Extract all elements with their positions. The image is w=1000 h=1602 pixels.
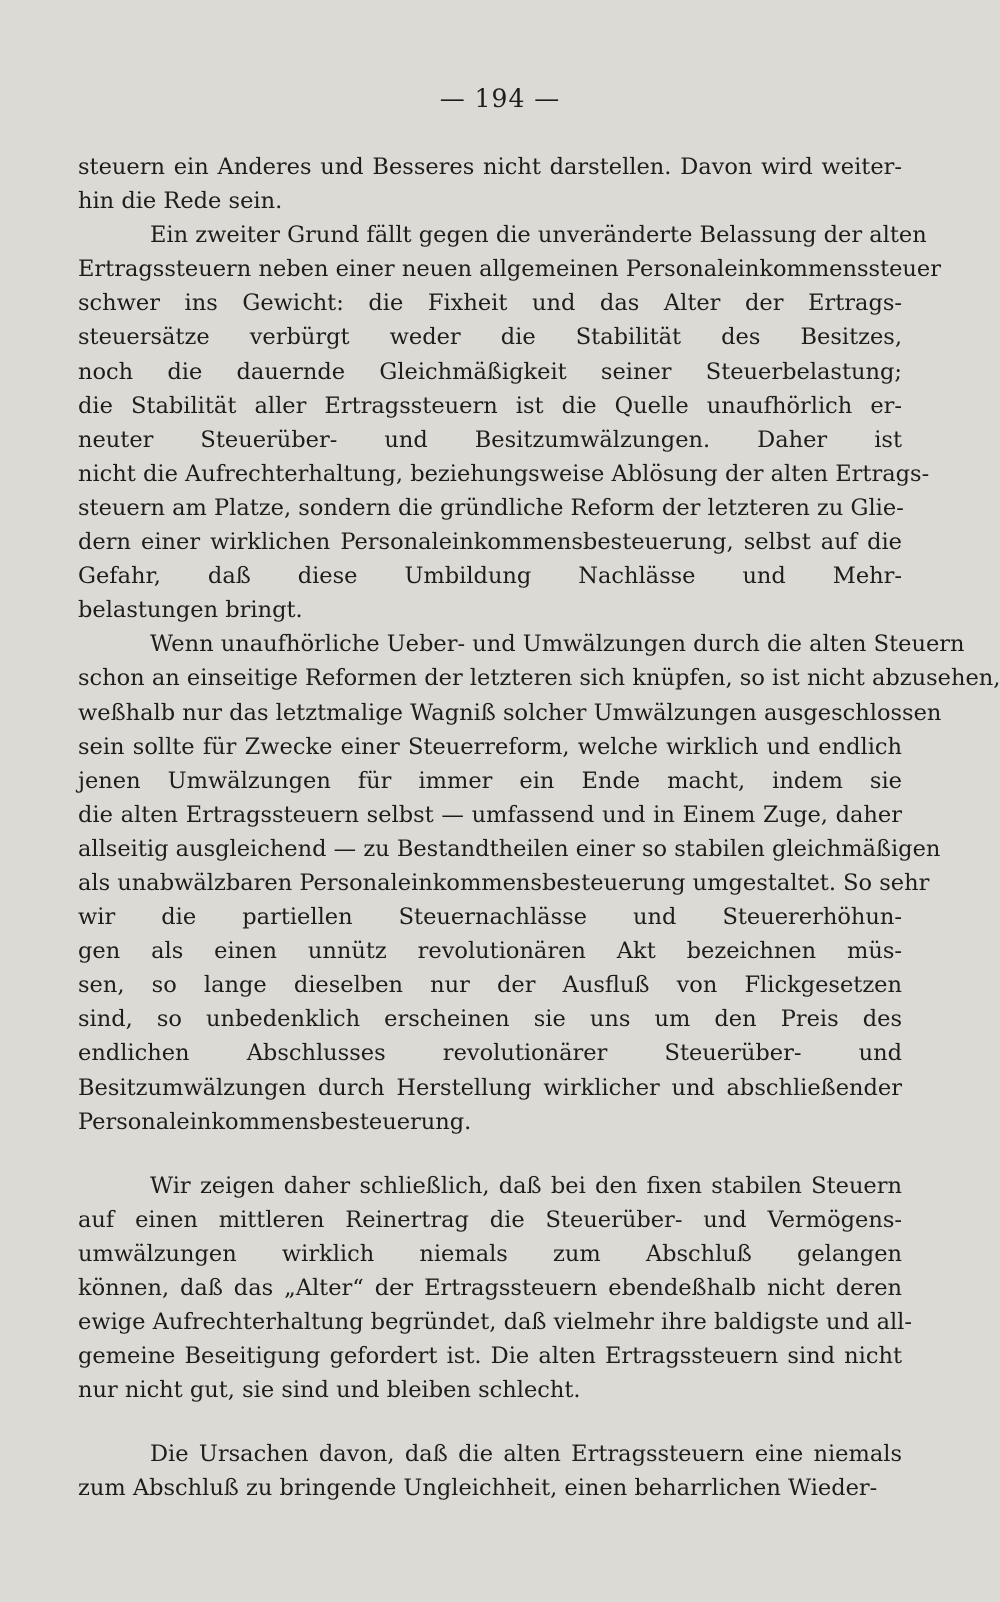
text-line: Wenn unaufhörliche Ueber- und Umwälzungen durch die alten Steuern (150, 631, 965, 658)
text-line: steuern ein Anderes und Besseres nicht darstellen. Davon wird weiter- (78, 154, 902, 180)
text-line: gemeine Beseitigung gefordert ist. Die alten Ertragssteuern sind nicht (78, 1343, 902, 1370)
page-number: — 194 — (439, 84, 561, 113)
paragraph-gap (78, 1407, 902, 1437)
text-line: schwer ins Gewicht: die Fixheit und das Alter der Ertrags- (78, 290, 902, 317)
text-line: steuern am Platze, sondern die gründliche Reform der letzteren zu Glie- (78, 494, 904, 521)
paragraph-gap (78, 1139, 902, 1169)
text-line: Die Ursachen davon, daß die alten Ertragssteuern eine niemals (150, 1441, 902, 1468)
text-line: gen als einen unnütz revolutionären Akt bezeichnen müs- (78, 938, 902, 965)
text-line: weßhalb nur das letztmalige Wagniß solcher Umwälzungen ausgeschlossen (78, 699, 942, 726)
text-line: sein sollte für Zwecke einer Steuerreform, welche wirklich und endlich (78, 733, 902, 760)
text-line: steuersätze verbürgt weder die Stabilität des Besitzes, (78, 324, 902, 351)
text-line: sind, so unbedenklich erscheinen sie uns um den Preis des (78, 1006, 902, 1033)
text-line: Ertragssteuern neben einer neuen allgemeinen Personaleinkommenssteuer (78, 256, 941, 283)
text-line: zum Abschluß zu bringende Ungleichheit, einen beharrlichen Wieder- (78, 1475, 878, 1502)
text-line: jenen Umwälzungen für immer ein Ende macht, indem sie (78, 767, 902, 794)
text-line: hin die Rede sein. (78, 188, 283, 215)
text-line: schon an einseitige Reformen der letzteren sich knüpfen, so ist nicht abzusehen, (78, 665, 1000, 692)
text-line: umwälzungen wirklich niemals zum Abschluß gelangen (78, 1240, 902, 1267)
text-line: neuter Steuerüber- und Besitzumwälzungen. Daher ist (78, 426, 902, 453)
text-line: als unabwälzbaren Personaleinkommensbesteuerung umgestaltet. So sehr (78, 869, 930, 896)
text-line: Gefahr, daß diese Umbildung Nachlässe und Mehr- (78, 563, 902, 590)
text-line: wir die partiellen Steuernachlässe und Steuererhöhun- (78, 904, 902, 931)
text-line: endlichen Abschlusses revolutionärer Steuerüber- und (78, 1040, 902, 1067)
text-line: Personaleinkommensbesteuerung. (78, 1108, 472, 1135)
paragraph (78, 1169, 912, 1408)
text-line: die Stabilität aller Ertragssteuern ist die Quelle unaufhörlich er- (78, 392, 902, 419)
text-line: Wir zeigen daher schließlich, daß bei den fixen stabilen Steuern (150, 1172, 902, 1199)
text-line: können, daß das „Alter“ der Ertragssteuern ebendeßhalb nicht deren (78, 1275, 902, 1301)
text-line: die alten Ertragssteuern selbst — umfassend und in Einem Zuge, daher (78, 801, 902, 828)
text-line: noch die dauernde Gleichmäßigkeit seiner Steuerbelastung; (78, 358, 902, 385)
text-line: Besitzumwälzungen durch Herstellung wirklicher und abschließender (78, 1074, 902, 1101)
text-line: sen, so lange dieselben nur der Ausfluß von Flickgesetzen (78, 972, 902, 999)
paragraph (78, 150, 902, 218)
text-line: auf einen mittleren Reinertrag die Steuerüber- und Vermögens- (78, 1206, 902, 1233)
body-text (78, 150, 1000, 1506)
text-line: Ein zweiter Grund fällt gegen die unveränderte Belassung der alten (150, 222, 927, 249)
text-line: nicht die Aufrechterhaltung, beziehungsweise Ablösung der alten Ertrags- (78, 460, 930, 487)
text-line: belastungen bringt. (78, 597, 303, 624)
text-line: nur nicht gut, sie sind und bleiben schlecht. (78, 1377, 581, 1404)
text-line: allseitig ausgleichend — zu Bestandtheilen einer so stabilen gleichmäßigen (78, 835, 941, 862)
paragraph (78, 1437, 902, 1505)
paragraph (78, 218, 941, 627)
paragraph (78, 627, 1000, 1138)
text-line: dern einer wirklichen Personaleinkommensbesteuerung, selbst auf die (78, 529, 902, 556)
text-line: ewige Aufrechterhaltung begründet, daß vielmehr ihre baldigste und all- (78, 1309, 912, 1336)
